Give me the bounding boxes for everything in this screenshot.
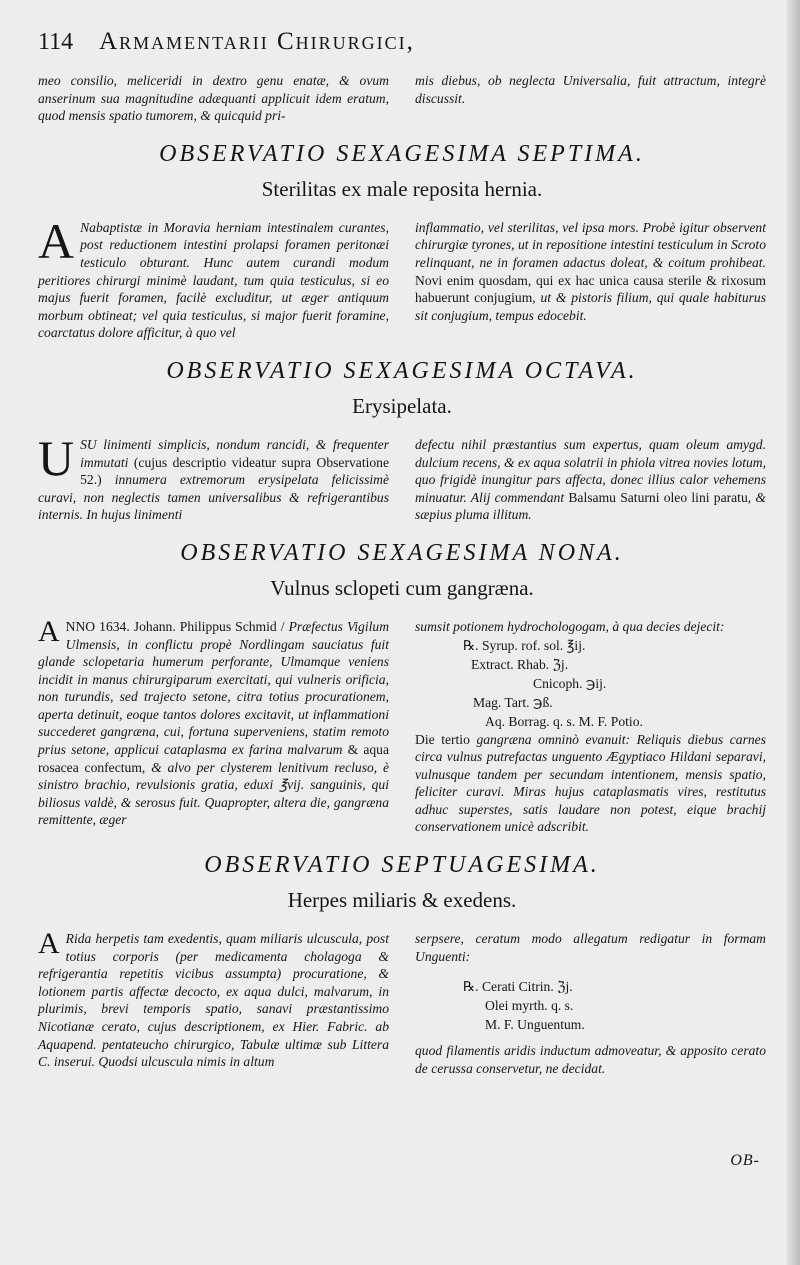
- obs67-heading: OBSERVATIO SEXAGESIMA SEPTIMA.: [159, 140, 645, 167]
- obs67-right-text-end: ut & pistoris filium, qui quale habiturus sit conjugium, tempus edocebit.: [415, 290, 766, 323]
- obs69-right-top: sumsit potionem hydrochologogam, à qua decies dejecit:: [415, 618, 725, 634]
- obs68-right-text-end: & sæpius pluma illitum.: [415, 489, 766, 523]
- obs68-left-text: SU linimenti simplicis, nondum rancidi, & frequenter immutati: [80, 436, 389, 470]
- recipe-line: Extract. Rhab. ℨj.: [471, 656, 569, 672]
- obs70-right-bottom: quod filamentis aridis inductum admoveatur, & apposito cerato de cerussa conservetur, ne decidat.: [415, 1043, 766, 1076]
- obs69-left-roman: & aqua rosacea confectum,: [38, 742, 389, 775]
- obs70-subtitle: Herpes miliaris & exedens.: [287, 888, 517, 913]
- obs70-dropcap: A: [38, 927, 60, 961]
- obs68-left-text-end: innumera extremorum erysipelata felicissimè curavi, non neglectis tamen universalibus & refrigerantibus internis. In hujus linimenti: [38, 472, 389, 523]
- page-number: 114: [38, 29, 74, 55]
- obs69-right-text: gangræna omninò evanuit: Reliquis diebus carnes circa vulnus putrefactas unguento Ægyptiaco Hildani separavi, vulnusque tandem per secundam intentionem, mensis spatio, feliciter curavi. Miras hujus cataplasmatis vires, restitutus adhuc superstes, satis laudare non potest, eique brachij conservationem unicè adscribit.: [415, 731, 767, 835]
- obs69-dropcap: A: [38, 614, 60, 648]
- obs70-heading: OBSERVATIO SEPTUAGESIMA.: [204, 852, 600, 879]
- obs69-subtitle: Vulnus sclopeti cum gangræna.: [270, 575, 534, 600]
- recipe-line: Mag. Tart. ℈ß.: [473, 694, 553, 710]
- recipe-line: Aq. Borrag. q. s. M. F. Potio.: [485, 713, 643, 729]
- obs67-subtitle: Sterilitas ex male reposita hernia.: [261, 176, 543, 201]
- recipe-line: ℞. Cerati Citrin. ℨj.: [463, 979, 573, 995]
- obs69-recipe: [415, 636, 766, 731]
- obs67-right-text: inflammatio, vel sterilitas, vel ipsa mors. Probè igitur observent chirurgiæ tyrones, ut in repositione intestini testiculum in Scroto relinquant, ne in foramen adactus doleat, & coitum prohibeat.: [415, 219, 766, 270]
- obs68-right-text: defectu nihil præstantius sum expertus, quam oleum amygd. dulcium recens, & ex aqua solatrii in phiola vitrea novies lotum, quo frigidè inungitur pars affecta, donec illius calor vehemens minuatur. Alij commendant: [415, 436, 766, 505]
- intro-right-text: mis diebus, ob neglecta Universalia, fuit attractum, integrè discussit.: [415, 73, 766, 106]
- recipe-line: M. F. Unguentum.: [485, 1017, 585, 1033]
- obs68-heading: OBSERVATIO SEXAGESIMA OCTAVA.: [166, 357, 638, 384]
- obs67-columns: [38, 212, 766, 342]
- page-edge-shadow: [786, 0, 800, 1265]
- obs68-left-roman: (cujus descriptio videatur supra Observatione 52.): [80, 454, 389, 488]
- obs69-columns: [38, 614, 767, 836]
- obs70-right-top: serpsere, ceratum modo allegatum redigatur in formam Unguenti:: [415, 931, 766, 964]
- obs67-right-roman: Novi enim quosdam, qui ex hac unica causa sterile & rixosum habuerunt conjugium,: [415, 272, 766, 306]
- obs68-right-roman: Balsamu Saturni oleo lini paratu,: [564, 489, 752, 505]
- catchword: OB-: [730, 1152, 760, 1169]
- obs70-left-text: Rida herpetis tam exedentis, quam miliaris ulcuscula, post totius corporis (per medicamenta cholagoga & refrigerantia repetitis vicibus assumpta) procuratione, & lotionem partis affectæ decocto, ex aqua dulci, malvarum, in plurimis, brevi temporis spatio, sanavi præstantissimo Nicotianæ cerato, cujus descriptionem, ex Hier. Fabric. ab Aquapend. pentateucho chirurgico, Tabulæ ultimæ sub Littera C. inserui. Quodsi ulcuscula nimis in altum: [38, 931, 389, 1070]
- obs69-left-text-end: & alvo per clysterem lenitivum recluso, è sinistro brachio, revulsionis gratia, eduxi ℥vij. sanguinis, qui biliosus valdè, & serosus fuit. Quapropter, altera die, gangræna remittente, æger: [38, 759, 390, 828]
- obs70-recipe: [415, 977, 766, 1034]
- recipe-line: ℞. Syrup. rof. sol. ℥ij.: [463, 637, 586, 653]
- recipe-line: Cnicoph. ℈ij.: [533, 675, 607, 691]
- running-head: [38, 28, 766, 72]
- obs68-subtitle: Erysipelata.: [352, 393, 452, 418]
- obs69-left-year: NNO 1634.: [65, 618, 130, 634]
- obs67-dropcap: A: [38, 212, 75, 269]
- obs69-right-roman: Die tertio: [415, 731, 470, 747]
- obs68-columns: [38, 429, 766, 524]
- obs70-columns: [38, 927, 766, 1077]
- intro-left-text: meo consilio, meliceridi in dextro genu enatæ, & ovum anserinum sua magnitudine adæquanti applicuit idem eratum, quod mensis spatio tumorem, & quicquid pri-: [38, 73, 389, 124]
- obs69-left-text: Præfectus Vigilum Ulmensis, in conflictu propè Nordlingam sauciatus fuit glande sclopetaria humerum perforante, Ulmamque veniens incidit in manus chirurgiparum exercitati, qui vulneris orificia, non turundis, sed trajecto setone, citra totius procurationem, aperta detinuit, eoque tantos dolores excitavit, ut inflammationi succederet gangræna, cui, fortuna superveniens, statim remoto prius setone, applicui cataplasma ex farina malvarum: [38, 618, 390, 758]
- recipe-line: Olei myrth. q. s.: [485, 998, 574, 1014]
- running-title: Armamentarii Chirurgici,: [99, 28, 415, 55]
- intro-columns: [38, 72, 766, 125]
- obs69-heading: OBSERVATIO SEXAGESIMA NONA.: [180, 539, 624, 566]
- obs69-left-name: Johann. Philippus Schmid /: [129, 618, 285, 634]
- obs68-dropcap: U: [38, 429, 75, 486]
- obs67-left-text: Nabaptistæ in Moravia herniam intestinalem curantes, post reductionem intestini prolapsi foramen peritonæi testiculo obturant. Hunc autem curandi modum peritiores chirurgi minimè laudant, tum quia testiculus, si eo majus fuerit foramen, facilè excluditur, ut æger antiquum morbum obtineat; vel quia testiculus, si major fuerit foramine, coarctatus dolore afficitur, à quo vel: [38, 219, 389, 341]
